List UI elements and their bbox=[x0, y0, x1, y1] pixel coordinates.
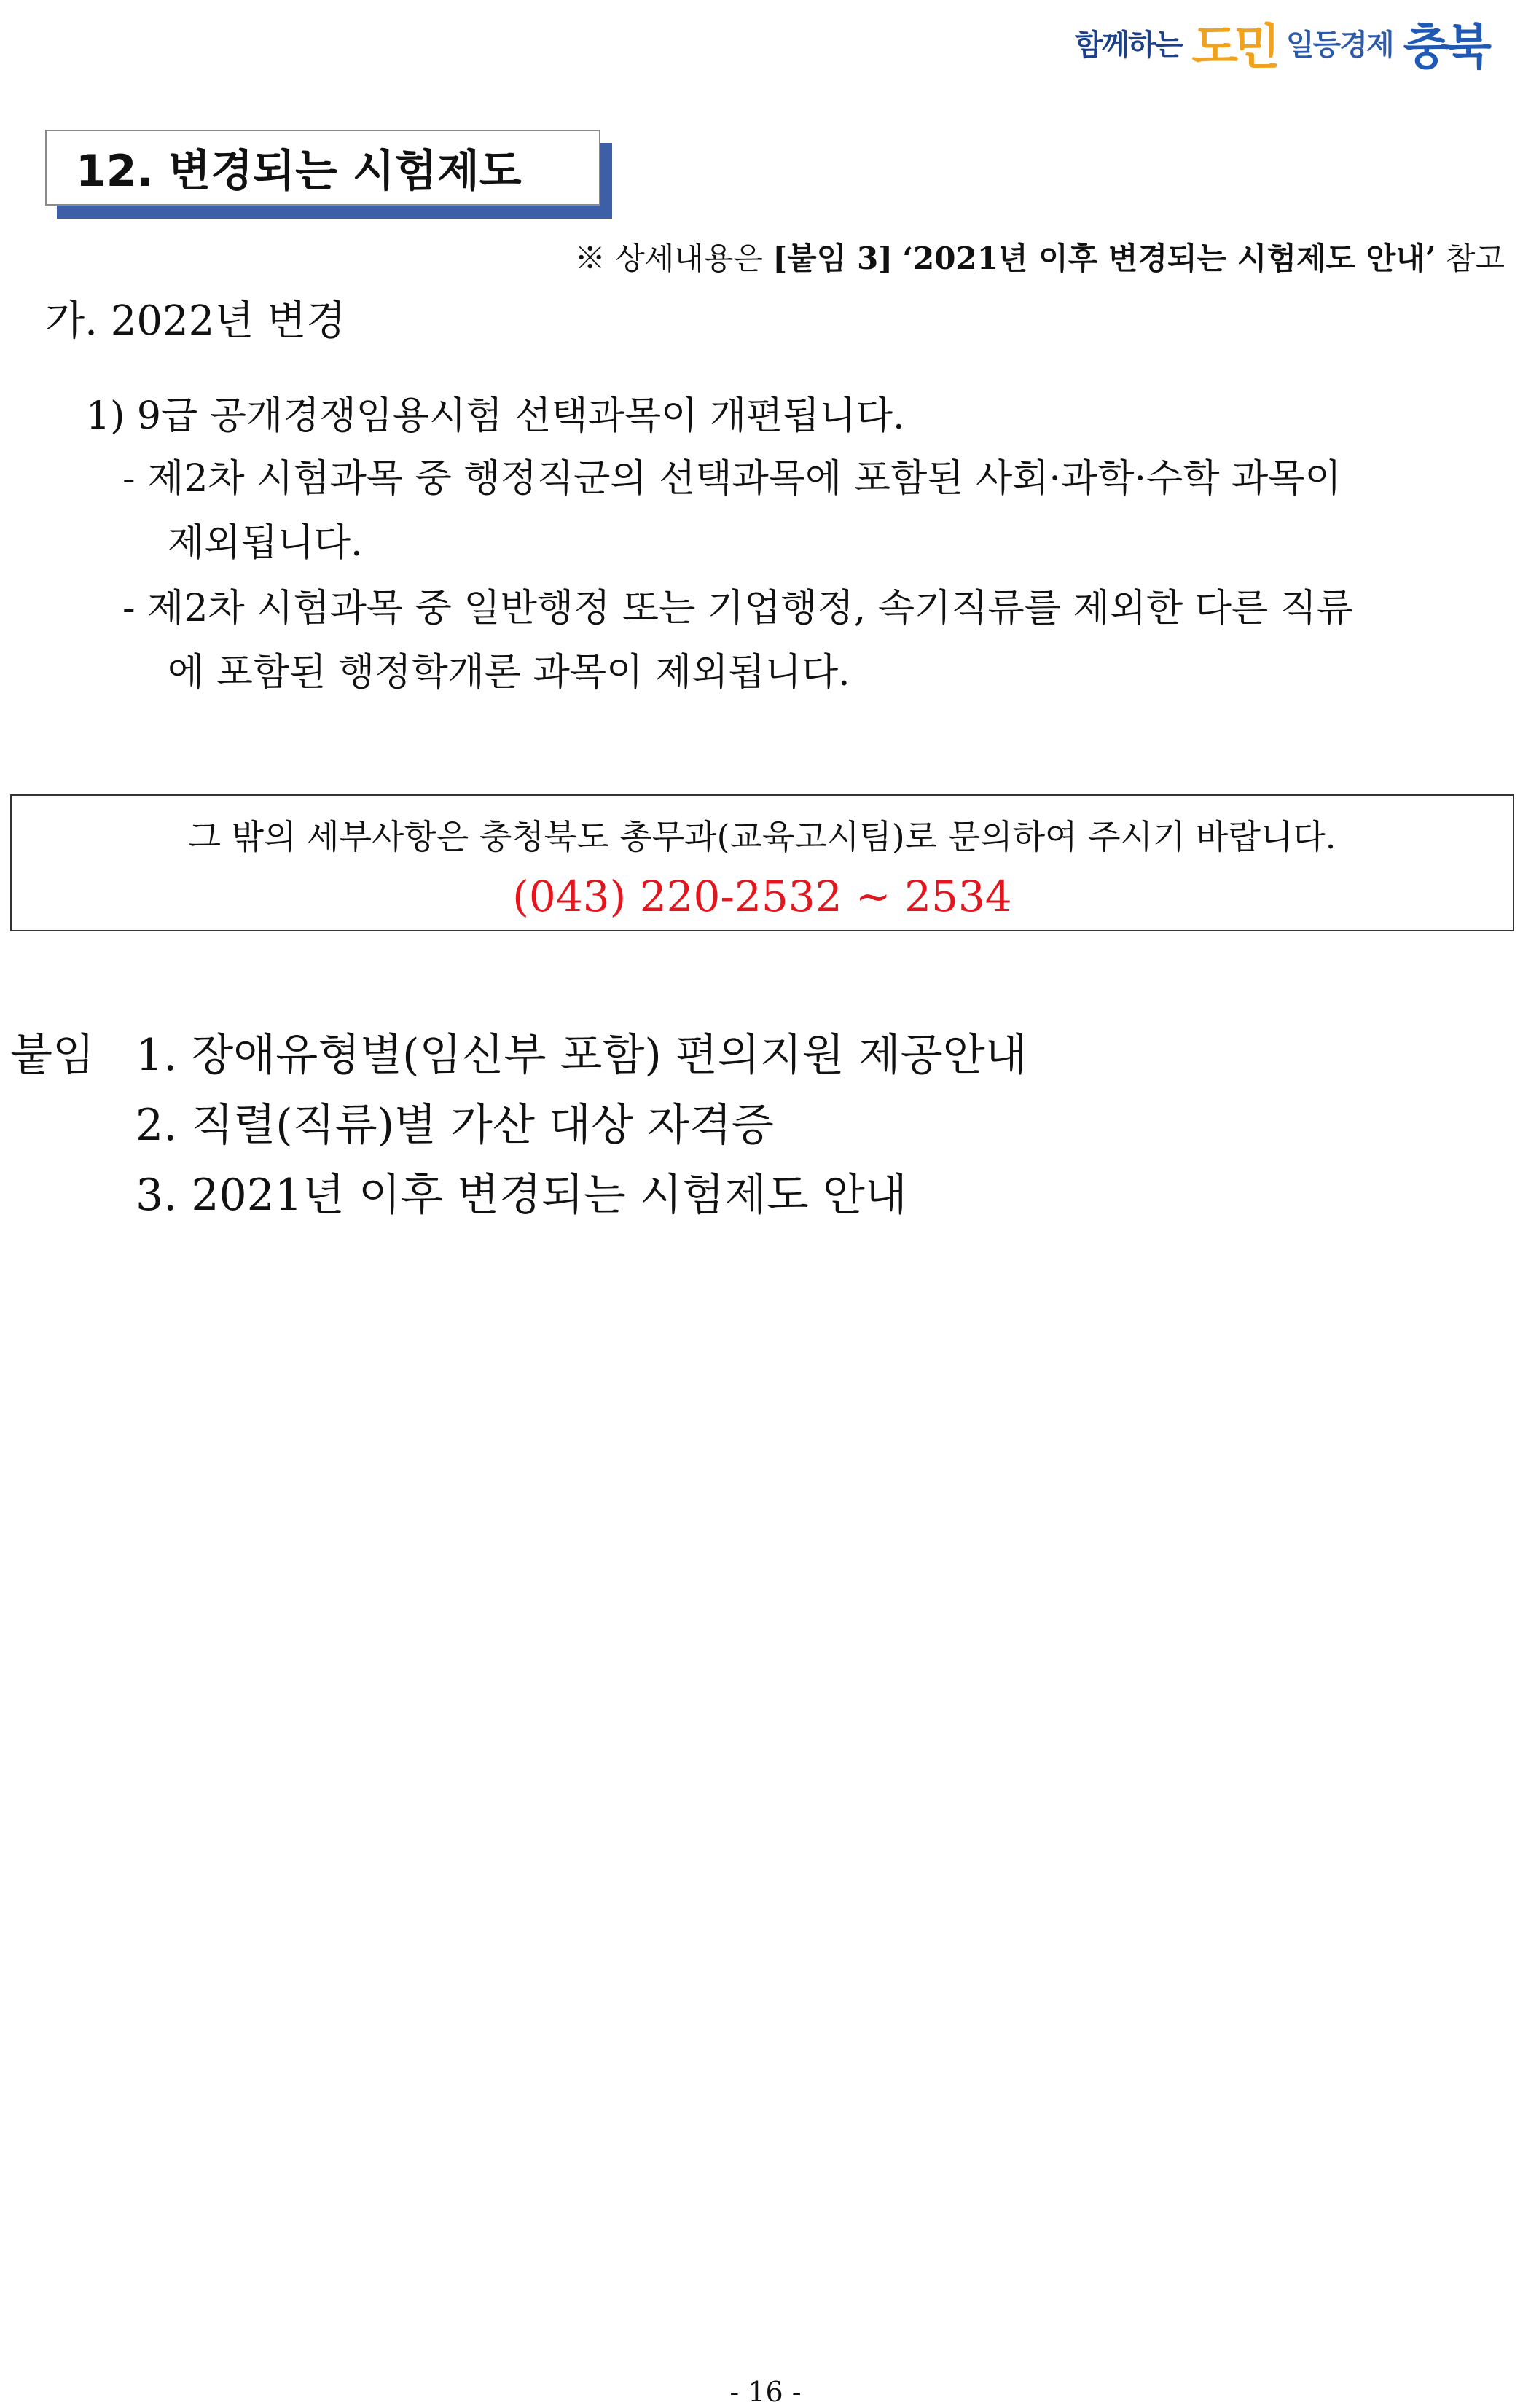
contact-text: 그 밖의 세부사항은 충청북도 총무과(교육고시팀)로 문의하여 주시기 바랍니다. bbox=[188, 817, 1336, 856]
bullet-1-line-1: - 제2차 시험과목 중 행정직군의 선택과목에 포함된 사회·과학·수학 과목이 bbox=[122, 457, 1342, 501]
contact-phone: (043) 220-2532 ~ 2534 bbox=[512, 872, 1012, 921]
attachments-label: 붙임 bbox=[10, 1030, 95, 1081]
section-title: 12. 변경되는 시험제도 bbox=[45, 130, 600, 206]
bullet-1-line-2: 제외됩니다. bbox=[168, 521, 363, 565]
note-quote: ‘2021년 이후 변경되는 시험제도 안내’ bbox=[902, 241, 1436, 276]
logo-text-1: 함께하는 bbox=[1074, 28, 1182, 62]
note-prefix: ※ 상세내용은 bbox=[574, 241, 763, 276]
logo-text-2: 도민 bbox=[1191, 18, 1276, 75]
note-ref: [붙임 3] bbox=[772, 241, 893, 276]
attachment-item-3: 3. 2021년 이후 변경되는 시험제도 안내 bbox=[136, 1170, 907, 1221]
bullet-2-line-2: 에 포함된 행정학개론 과목이 제외됩니다. bbox=[168, 651, 850, 695]
note-suffix: 참고 bbox=[1445, 241, 1505, 276]
attachment-item-2: 2. 직렬(직류)별 가산 대상 자격증 bbox=[136, 1100, 774, 1151]
header-logo bbox=[1075, 6, 1487, 79]
logo-text-4: 충북 bbox=[1403, 18, 1487, 75]
reference-note bbox=[575, 235, 1505, 278]
page-number: - 16 - bbox=[729, 2376, 802, 2408]
logo-text-3: 일등경제 bbox=[1285, 28, 1393, 62]
item-1: 1) 9급 공개경쟁임용시험 선택과목이 개편됩니다. bbox=[86, 394, 905, 438]
bullet-2-line-1: - 제2차 시험과목 중 일반행정 또는 기업행정, 속기직류를 제외한 다른 직류 bbox=[122, 587, 1354, 630]
subheading: 가. 2022년 변경 bbox=[45, 297, 346, 345]
contact-box bbox=[10, 794, 1514, 931]
attachment-item-1: 1. 장애유형별(임신부 포함) 편의지원 제공안내 bbox=[136, 1030, 1027, 1081]
